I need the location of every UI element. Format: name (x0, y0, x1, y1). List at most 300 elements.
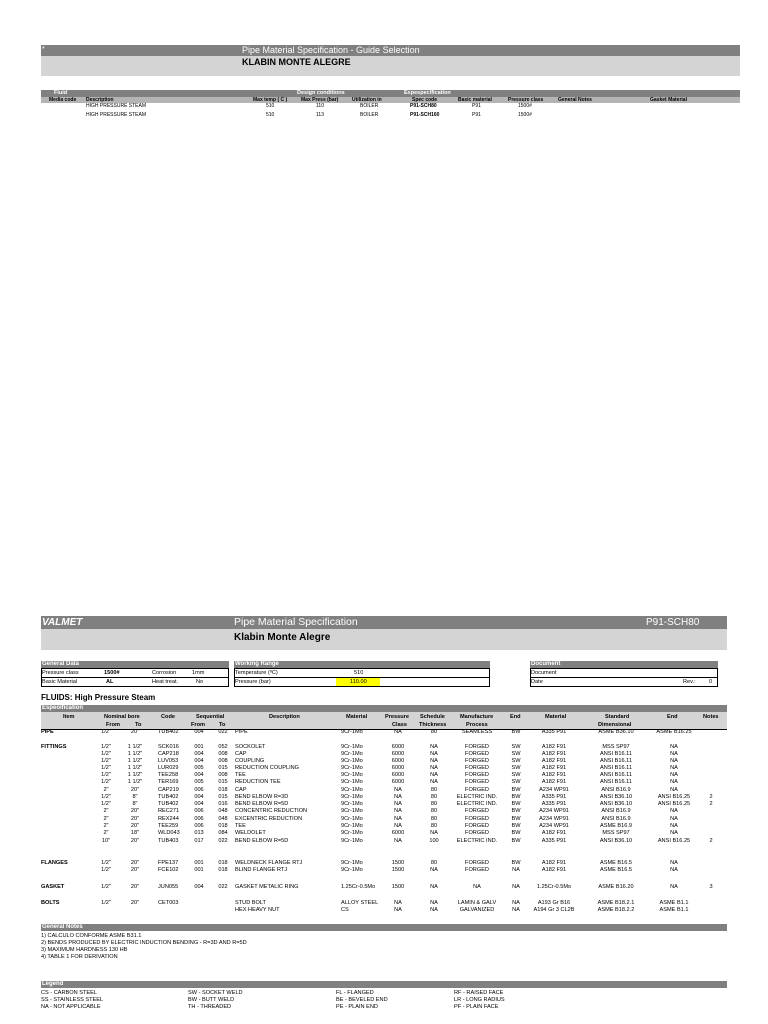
row-material: 1.25Cr-0.5Mo (341, 884, 376, 890)
col-nominal-bore: Nominal bore (104, 714, 140, 720)
row-pressure-class: 6000 (391, 772, 405, 778)
row-from: 2" (103, 830, 109, 836)
row-pressure-class: 1500 (391, 884, 405, 890)
row-standard: ASME B18.2.2 (597, 907, 635, 913)
row-seq-from: 006 (194, 808, 204, 814)
row-pressure-class: 6000 (391, 751, 405, 757)
row-standard: ASME B16.5 (599, 860, 633, 866)
row-manufacture: SEAMLESS (461, 729, 493, 735)
row-standard: MSS SP97 (602, 830, 630, 836)
row-material: 9Cr-1Mo (341, 838, 363, 844)
legend-item: TH - THREADED (188, 1004, 232, 1010)
legend-item: PF - PLAIN FACE (454, 1004, 499, 1010)
row-manufacture: FORGED (465, 758, 489, 764)
temperature-value: 510 (354, 670, 364, 676)
row-seq-to: 022 (218, 729, 228, 735)
row-seq-from: 005 (194, 765, 204, 771)
row-manufacture: FORGED (465, 765, 489, 771)
row-description: WELDNECK FLANGE RTJ (235, 860, 303, 866)
row-end: SW (511, 772, 521, 778)
row-end-2: NA (670, 867, 678, 873)
row-material-2: A182 F91 (541, 751, 567, 757)
row-schedule: NA (430, 751, 438, 757)
row-seq-from: 004 (194, 772, 204, 778)
row-code: WLD043 (158, 830, 180, 836)
row-from: 2" (103, 816, 109, 822)
legend-item: BW - BUTT WELD (188, 997, 235, 1003)
row-description: CAP (235, 751, 247, 757)
row-notes: 2 (709, 838, 713, 844)
row-to: 1 1/2" (127, 758, 143, 764)
row-pressure-class: NA (394, 801, 402, 807)
sheet-subtitle: Klabin Monte Alegre (234, 632, 331, 643)
legend-item: SW - SOCKET WELD (188, 990, 243, 996)
row-from: 2" (103, 787, 109, 793)
general-note: 3) MAXIMUM HARDNESS 130 HB (41, 947, 128, 953)
heat-treat-value: No (196, 679, 204, 685)
row-material-2: A182 F91 (541, 867, 567, 873)
row-seq-to: 018 (218, 867, 228, 873)
row-end: BW (511, 860, 521, 866)
guide-col-utilization: Utilization in (352, 97, 382, 103)
row-end-2: ASME B16.25 (656, 729, 692, 735)
row-pressure-class: 6000 (391, 758, 405, 764)
row-code: FPE137 (158, 860, 179, 866)
row-material-2: A193 Gr B16 (537, 900, 571, 906)
row-pressure-class: 6000 (391, 744, 405, 750)
row-material-2: A335 P91 (541, 838, 567, 844)
row-code: TUB402 (158, 794, 179, 800)
row-material-2: A234 WP91 (539, 808, 569, 814)
general-note: 4) TABLE 1 FOR DERIVATION (41, 954, 118, 960)
row-end-2: ANSI B16.25 (657, 801, 691, 807)
guide-col-max-press: Max Press (bar) (301, 97, 339, 103)
row-pressure-class: NA (394, 907, 402, 913)
legend-header: Legend (41, 981, 727, 988)
table-row (0, 860, 768, 867)
row-manufacture: FORGED (465, 808, 489, 814)
row-description: CAP (235, 787, 247, 793)
row-seq-to: 016 (218, 801, 228, 807)
row-end: SW (511, 765, 521, 771)
row-manufacture: FORGED (465, 867, 489, 873)
table-row (0, 838, 768, 845)
row-from: 2" (103, 823, 109, 829)
row-seq-from: 004 (194, 884, 204, 890)
row-pressure-class: NA (394, 838, 402, 844)
row-seq-from: 006 (194, 787, 204, 793)
row-seq-from: 004 (194, 794, 204, 800)
row-manufacture: FORGED (465, 860, 489, 866)
row-pressure-class: 6000 (391, 765, 405, 771)
row-end: SW (511, 751, 521, 757)
row-standard: ANSI B16.9 (601, 808, 631, 814)
row-end: NA (512, 907, 520, 913)
row-schedule: 80 (430, 808, 438, 814)
row-pressure-class: 1500 (391, 860, 405, 866)
row-seq-to: 008 (218, 758, 228, 764)
col-material: Material (346, 714, 368, 720)
col-material-2: Material (545, 714, 567, 720)
row-material: 9Cr-1Mo (341, 751, 363, 757)
row-material-2: A182 F91 (541, 744, 567, 750)
row-description: HEX HEAVY NUT (235, 907, 280, 913)
row-seq-from: 001 (194, 744, 204, 750)
row-item: FITTINGS (41, 744, 67, 750)
rev-value: 0 (709, 679, 713, 685)
row-material-2: A182 F91 (541, 779, 567, 785)
row-schedule: 100 (429, 838, 439, 844)
rev-label: Rev.: (683, 679, 696, 685)
row-manufacture: FORGED (465, 779, 489, 785)
row-to: 20" (130, 860, 140, 866)
row-seq-from: 001 (194, 867, 204, 873)
row-pressure-class: 6000 (391, 830, 405, 836)
row-material: 9Cr-1Mo (341, 765, 363, 771)
row-material: 9Cr-1Mo (341, 744, 363, 750)
row-from: 1/2" (101, 867, 111, 873)
row-item: PIPE (41, 729, 54, 735)
row-pressure-class: NA (394, 794, 402, 800)
guide-cell-max-temp: 510 (266, 112, 275, 118)
row-to: 20" (130, 867, 140, 873)
row-from: 1/2" (101, 729, 111, 735)
col-item: Item (63, 714, 75, 720)
row-schedule: NA (430, 765, 438, 771)
row-standard: ANSI B36.10 (599, 801, 633, 807)
guide-subtitle-bar (41, 56, 740, 76)
row-standard: ASME B18.2.1 (597, 900, 635, 906)
legend-item: SS - STAINLESS STEEL (41, 997, 104, 1003)
row-schedule: NA (430, 744, 438, 750)
general-notes-header: General Notes (41, 924, 727, 931)
col-from: From (106, 722, 120, 728)
guide-title: Pipe Material Specification - Guide Selection (242, 45, 420, 55)
row-pressure-class: NA (394, 816, 402, 822)
row-description: BLIND FLANGE RTJ (235, 867, 288, 873)
row-end-2: NA (670, 772, 678, 778)
row-material-2: A182 F91 (541, 772, 567, 778)
guide-subtitle: KLABIN MONTE ALEGRE (242, 57, 351, 67)
row-seq-from: 001 (194, 860, 204, 866)
row-description: CONCENTRIC REDUCTION (235, 808, 308, 814)
row-to: 1 1/2" (127, 779, 143, 785)
row-standard: ANSI B36.10 (599, 794, 633, 800)
row-seq-to: 015 (218, 765, 228, 771)
row-description: EXCENTRIC REDUCTION (235, 816, 303, 822)
row-code: TEE258 (158, 772, 179, 778)
row-description: WELDOLET (235, 830, 266, 836)
row-standard: ASME B16.5 (599, 867, 633, 873)
row-seq-to: 048 (218, 808, 228, 814)
row-manufacture: ELECTRIC IND. (456, 801, 498, 807)
row-standard: ANSI B16.11 (600, 765, 632, 771)
row-schedule: 80 (430, 816, 438, 822)
row-manufacture: LAMIN & GALV (457, 900, 497, 906)
row-seq-from: 005 (194, 779, 204, 785)
row-end-2: NA (670, 779, 678, 785)
row-to: 20" (130, 816, 140, 822)
col-pressure-class-2: Class (392, 722, 407, 728)
row-manufacture: FORGED (465, 823, 489, 829)
company-name: VALMET (42, 617, 83, 628)
row-to: 8" (132, 794, 138, 800)
row-manufacture: FORGED (465, 751, 489, 757)
row-seq-to: 018 (218, 787, 228, 793)
row-description: REDUCTION TEE (235, 779, 281, 785)
row-code: CAP219 (158, 787, 179, 793)
row-code: LUV053 (158, 758, 179, 764)
row-from: 1/2" (101, 751, 111, 757)
col-end-2: End (667, 714, 678, 720)
guide-group-espec: Expespecification (404, 90, 451, 96)
row-pressure-class: NA (394, 787, 402, 793)
row-code: REC271 (158, 808, 180, 814)
guide-cell-basic-material: P91 (472, 112, 481, 118)
row-to: 20" (130, 808, 140, 814)
row-notes: 3 (709, 884, 713, 890)
row-end: BW (511, 729, 521, 735)
row-code: FCE102 (158, 867, 179, 873)
row-schedule: 80 (430, 860, 438, 866)
row-description: COUPLING (235, 758, 265, 764)
row-schedule: 80 (430, 801, 438, 807)
row-manufacture: GALVANIZED (459, 907, 495, 913)
row-material: 9Cr-1Mo (341, 860, 363, 866)
table-row (0, 794, 768, 801)
row-standard: ANSI B16.9 (601, 787, 631, 793)
row-seq-from: 017 (194, 838, 204, 844)
row-pressure-class: NA (394, 900, 402, 906)
row-seq-to: 015 (218, 794, 228, 800)
guide-col-description: Description (86, 97, 114, 103)
table-row (0, 830, 768, 837)
col-standard-2: Dimensional (598, 722, 632, 728)
row-description: PIPE (235, 729, 248, 735)
divider (530, 677, 718, 678)
row-material-2: A182 F91 (541, 765, 567, 771)
legend-item: LR - LONG RADIUS (454, 997, 505, 1003)
table-row (0, 729, 768, 736)
document-header: Document (530, 661, 718, 668)
guide-cell-max-press: 113 (316, 112, 324, 118)
row-manufacture: FORGED (465, 816, 489, 822)
row-pressure-class: 1500 (391, 867, 405, 873)
row-material: 9Cr-1Mo (341, 758, 363, 764)
row-material: 9Cr-1Mo (341, 729, 363, 735)
col-seq-to: To (219, 722, 226, 728)
row-seq-to: 018 (218, 860, 228, 866)
guide-cell-spec-code: P91-SCH160 (410, 112, 440, 118)
legend-item: BE - BEVELED END (336, 997, 388, 1003)
guide-cell-max-press: 110 (316, 103, 324, 109)
row-end: SW (511, 758, 521, 764)
row-seq-from: 013 (194, 830, 204, 836)
row-seq-to: 018 (218, 823, 228, 829)
row-notes: 2 (709, 794, 713, 800)
row-material-2: A234 WP91 (539, 816, 569, 822)
guide-col-pressure-class: Pressure class (508, 97, 544, 103)
row-seq-from: 004 (194, 758, 204, 764)
row-end: NA (512, 867, 520, 873)
col-code: Code (161, 714, 175, 720)
row-material-2: A335 P91 (541, 729, 567, 735)
guide-cell-utilization: BOILER (360, 103, 379, 109)
row-standard: ASME B16.9 (599, 823, 633, 829)
row-seq-from: 004 (194, 801, 204, 807)
legend-item: NA - NOT APPLICABLE (41, 1004, 101, 1010)
row-seq-to: 052 (218, 744, 228, 750)
row-seq-from: 004 (194, 729, 204, 735)
col-manufacture-2: Process (466, 722, 488, 728)
legend-item: FL - FLANGED (336, 990, 374, 996)
row-end: BW (511, 801, 521, 807)
pressure-class-value: 1500# (104, 670, 120, 676)
row-material: 9Cr-1Mo (341, 794, 363, 800)
col-seq-from: From (191, 722, 205, 728)
guide-group-design: Design conditions (297, 90, 345, 96)
row-material-2: A335 P91 (541, 794, 567, 800)
table-row (0, 779, 768, 786)
row-seq-to: 022 (218, 838, 228, 844)
guide-cell-basic-material: P91 (472, 103, 481, 109)
row-notes: 2 (709, 801, 713, 807)
basic-material-label: Basic Material (42, 679, 78, 685)
row-schedule: NA (430, 779, 438, 785)
row-to: 20" (130, 787, 140, 793)
guide-cell-max-temp: 510 (266, 103, 275, 109)
row-end: NA (512, 900, 520, 906)
row-end-2: ASME B1.1 (659, 900, 689, 906)
guide-col-basic-material: Basic material (458, 97, 492, 103)
row-to: 20" (130, 729, 140, 735)
col-manufacture: Manufacture (460, 714, 494, 720)
row-schedule: NA (430, 900, 438, 906)
row-material: CS (341, 907, 349, 913)
table-row (0, 900, 768, 907)
row-standard: ASME B36.10 (598, 729, 634, 735)
row-material: 9Cr-1Mo (341, 779, 363, 785)
row-end-2: ASME B1.1 (659, 907, 689, 913)
table-row (0, 772, 768, 779)
row-end: BW (511, 830, 521, 836)
row-material: 9Cr-1Mo (341, 801, 363, 807)
row-seq-to: 008 (218, 772, 228, 778)
row-seq-from: 006 (194, 816, 204, 822)
row-manufacture: FORGED (465, 744, 489, 750)
row-code: JUN055 (158, 884, 179, 890)
row-from: 1/2" (101, 801, 111, 807)
row-end-2: NA (670, 808, 678, 814)
legend-item: PE - PLAIN END (336, 1004, 378, 1010)
row-from: 1/2" (101, 779, 111, 785)
row-code: LUR029 (158, 765, 179, 771)
row-material: 9Cr-1Mo (341, 816, 363, 822)
row-to: 1 1/2" (127, 772, 143, 778)
row-to: 8" (132, 801, 138, 807)
pressure-label: Pressure (bar) (235, 679, 271, 685)
row-end-2: ANSI B16.25 (657, 794, 691, 800)
row-description: REDUCTION COUPLING (235, 765, 300, 771)
row-standard: ASME B16.20 (598, 884, 634, 890)
date-label: Date (531, 679, 543, 685)
sheet-title-bar (41, 616, 727, 629)
row-code: CAP218 (158, 751, 179, 757)
table-row (0, 751, 768, 758)
row-schedule: NA (430, 884, 438, 890)
row-from: 1/2" (101, 772, 111, 778)
row-to: 1 1/2" (127, 765, 143, 771)
table-row (0, 884, 768, 891)
row-end-2: ANSI B16.25 (657, 838, 691, 844)
sheet-subtitle-bar (41, 629, 727, 650)
row-schedule: 80 (430, 787, 438, 793)
row-schedule: NA (430, 758, 438, 764)
row-from: 1/2" (101, 900, 111, 906)
general-note: 2) BENDS PRODUCED BY ELECTRIC INDUCTION BENDING - R=3D AND R=5D (41, 940, 247, 946)
row-to: 20" (130, 823, 140, 829)
row-seq-to: 008 (218, 751, 228, 757)
row-to: 20" (130, 884, 140, 890)
row-material-2: A182 F91 (541, 860, 567, 866)
row-end-2: NA (670, 816, 678, 822)
table-row (0, 823, 768, 830)
row-material-2: A182 F91 (541, 830, 567, 836)
legend-item: RF - RAISED FACE (454, 990, 504, 996)
row-schedule: NA (430, 867, 438, 873)
row-material: 9Cr-1Mo (341, 787, 363, 793)
row-material: ALLOY STEEL (341, 900, 379, 906)
row-from: 2" (103, 808, 109, 814)
row-seq-from: 006 (194, 823, 204, 829)
corrosion-label: Corrosion (152, 670, 177, 676)
col-to: To (135, 722, 142, 728)
row-end: SW (511, 744, 521, 750)
row-description: TEE (235, 772, 246, 778)
col-schedule: Schedule (420, 714, 445, 720)
guide-col-media-code: Media code (49, 97, 77, 103)
row-material-2: A182 F91 (541, 758, 567, 764)
row-end-2: NA (670, 823, 678, 829)
row-from: 1/2" (101, 744, 111, 750)
row-end: BW (511, 787, 521, 793)
row-end: BW (511, 823, 521, 829)
row-standard: ANSI B16.11 (600, 758, 632, 764)
general-note: 1) CALCULO CONFORME ASME B31.1 (41, 933, 142, 939)
col-description: Description (269, 714, 300, 720)
specification-header: Espeoification (41, 705, 727, 712)
heat-treat-label: Heat treat. (152, 679, 179, 685)
col-schedule-2: Thickness (419, 722, 447, 728)
row-pressure-class: 6000 (391, 779, 405, 785)
table-row (0, 801, 768, 808)
pressure-class-label: Pressure class (42, 670, 79, 676)
row-code: REX244 (158, 816, 179, 822)
guide-cell-description: HIGH PRESSURE STEAM (86, 103, 147, 109)
row-schedule: NA (430, 830, 438, 836)
row-description: BEND ELBOW R=5D (235, 801, 289, 807)
row-code: CET003 (158, 900, 179, 906)
row-material: 9Cr-1Mo (341, 823, 363, 829)
table-row (0, 758, 768, 765)
row-code: TUB403 (158, 838, 179, 844)
guide-cell-description: HIGH PRESSURE STEAM (86, 112, 147, 118)
row-end-2: NA (670, 765, 678, 771)
row-material: 9Cr-1Mo (341, 830, 363, 836)
row-item: GASKET (41, 884, 65, 890)
guide-col-spec-code: Spec code (412, 97, 438, 103)
guide-marker: * (42, 46, 45, 53)
